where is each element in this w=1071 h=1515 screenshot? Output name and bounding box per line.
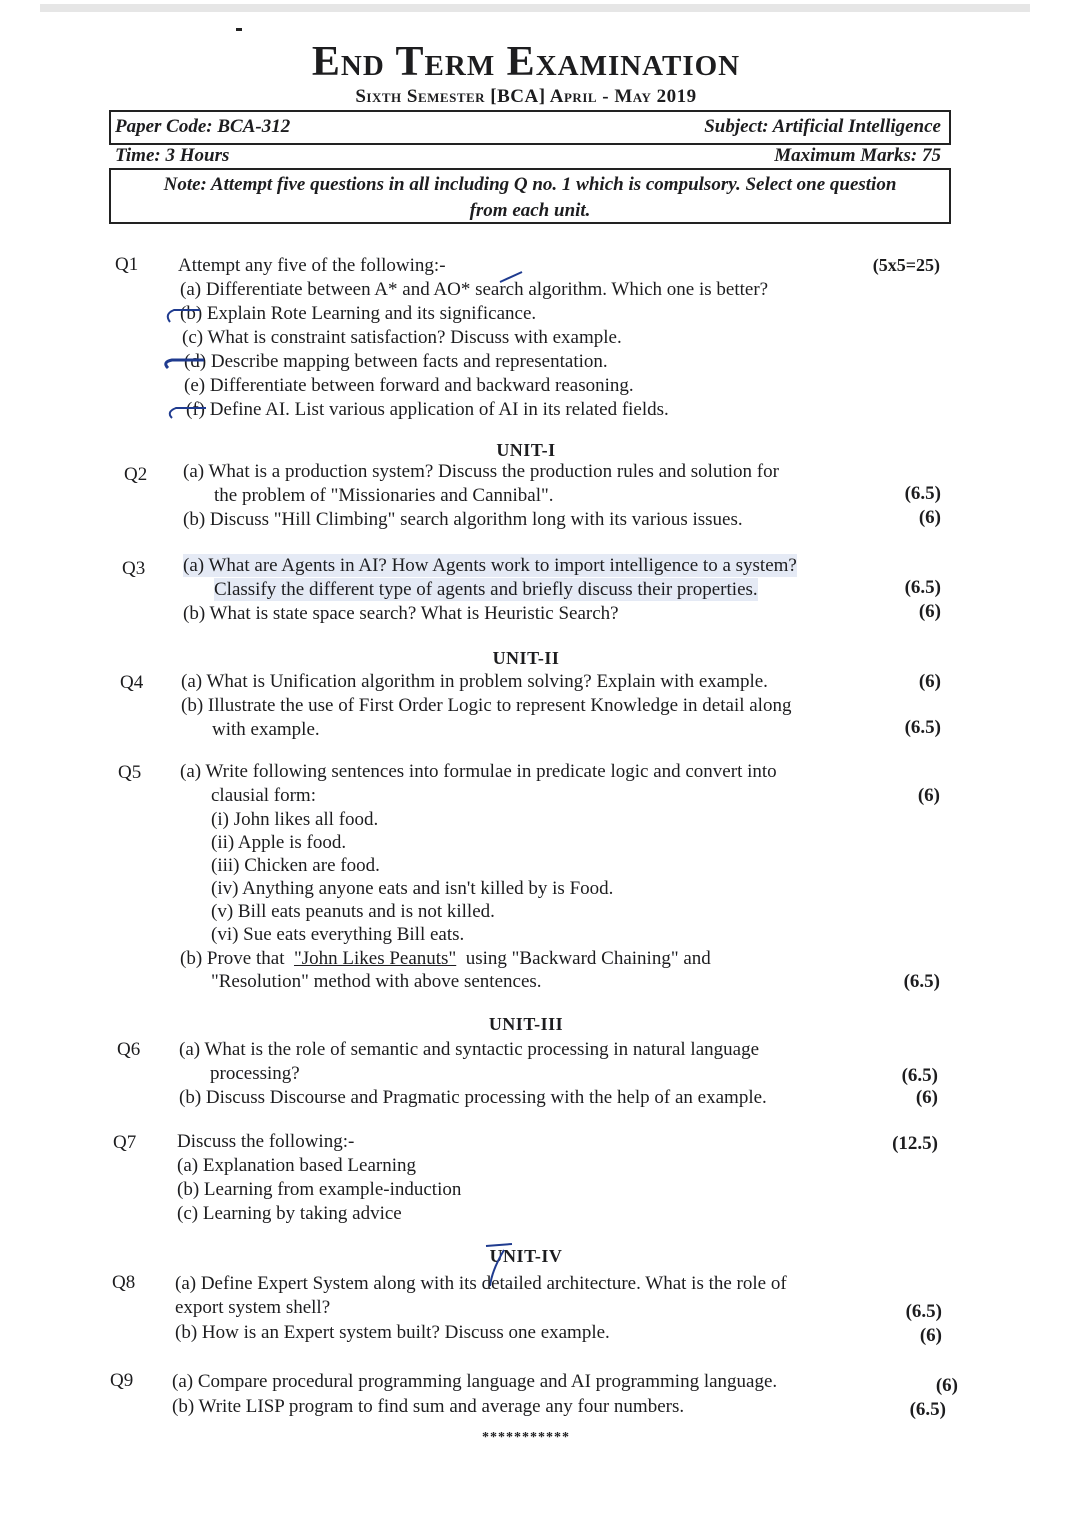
q3-a: (a) What are Agents in AI? How Agents work to import intelligence to a system? (183, 555, 797, 576)
question-4 (181, 670, 941, 742)
question-5 (180, 760, 940, 995)
q4-b-marks: (6.5) (904, 717, 941, 738)
unit-heading: UNIT-I (496, 440, 556, 460)
end-marker: *********** (482, 1430, 570, 1445)
q3-a-cont: Classify the different type of agents and briefly discuss their properties. (214, 579, 758, 600)
unit-heading: UNIT-III (488, 1014, 564, 1034)
q2-b-marks: (6) (918, 507, 941, 528)
q9-a: (a) Compare procedural programming language and AI programming language. (172, 1371, 778, 1392)
question-8 (175, 1272, 942, 1347)
time: Time: 3 Hours (115, 145, 230, 166)
q6-a: (a) What is the role of semantic and syntactic processing in natural language (179, 1039, 760, 1060)
q5-sentence: (ii) Apple is food. (211, 832, 347, 853)
question-number: Q2 (124, 464, 148, 485)
q7-item: (c) Learning by taking advice (177, 1203, 402, 1224)
q5-a: (a) Write following sentences into formulae in predicate logic and convert into (180, 761, 777, 782)
note-box (109, 168, 951, 224)
max-marks: Maximum Marks: 75 (774, 145, 941, 166)
question-number: Q3 (122, 558, 146, 579)
question-6 (179, 1038, 938, 1112)
q8-a: (a) Define Expert System along with its detailed architecture. What is the role of (175, 1273, 787, 1294)
scan-mark (236, 28, 242, 31)
q3-a-marks: (6.5) (904, 577, 941, 598)
q1-item: (a) Differentiate between A* and AO* search algorithm. Which one is better? (180, 279, 769, 300)
question-2 (183, 460, 941, 535)
q5-b-cont: "Resolution" method with above sentences. (211, 971, 542, 992)
question-number: Q7 (113, 1132, 137, 1153)
q1-item: (e) Differentiate between forward and backward reasoning. (184, 375, 634, 396)
unit-heading: UNIT-IV (489, 1246, 563, 1266)
q8-a-cont: export system shell? (175, 1297, 331, 1318)
q1-item: (f) Define AI. List various application of AI in its related fields. (186, 399, 669, 420)
q5-b-prefix: (b) Prove that (180, 948, 285, 969)
q5-a-cont: clausial form: (211, 785, 316, 806)
time-marks-row (115, 145, 941, 169)
question-number: Q8 (112, 1272, 136, 1293)
paper-code: Paper Code: BCA-312 (115, 116, 291, 137)
q1-intro: Attempt any five of the following:- (178, 255, 446, 276)
subject: Subject: Artificial Intelligence (704, 116, 941, 137)
q1-item: (b) Explain Rote Learning and its significance. (180, 303, 537, 324)
question-3 (183, 554, 941, 629)
question-number: Q6 (117, 1039, 141, 1060)
q5-b-marks: (6.5) (903, 971, 940, 992)
q7-marks: (12.5) (892, 1133, 938, 1154)
q5-sentence: (vi) Sue eats everything Bill eats. (211, 924, 465, 945)
question-number: Q9 (110, 1370, 134, 1391)
q2-a-cont: the problem of "Missionaries and Cannibal". (214, 485, 554, 506)
q3-b: (b) What is state space search? What is Heuristic Search? (183, 603, 619, 624)
question-number: Q4 (120, 672, 144, 693)
q3-b-marks: (6) (918, 601, 941, 622)
question-number: Q5 (118, 762, 142, 783)
q4-b-cont: with example. (212, 719, 320, 740)
q5-sentence: (iv) Anything anyone eats and isn't killed by is Food. (211, 878, 614, 899)
q1-marks: (5x5=25) (872, 255, 940, 275)
q2-a: (a) What is a production system? Discuss the production rules and solution for (183, 461, 779, 482)
q8-b: (b) How is an Expert system built? Discuss one example. (175, 1322, 610, 1343)
q6-b-marks: (6) (915, 1087, 938, 1108)
paper-info-box (109, 110, 951, 145)
unit-heading: UNIT-II (492, 648, 560, 668)
q6-a-cont: processing? (210, 1063, 300, 1084)
q5-sentence: (v) Bill eats peanuts and is not killed. (211, 901, 495, 922)
q4-b: (b) Illustrate the use of First Order Logic to represent Knowledge in detail along (181, 695, 792, 716)
q9-b: (b) Write LISP program to find sum and average any four numbers. (172, 1396, 685, 1417)
q7-item: (b) Learning from example-induction (177, 1179, 462, 1200)
note-text: Note: Attempt five questions in all including Q no. 1 which is compulsory. Select one question from each unit. (163, 174, 897, 221)
q2-a-marks: (6.5) (904, 483, 941, 504)
q9-a-marks: (6) (935, 1375, 958, 1396)
q1-item: (d) Describe mapping between facts and representation. (184, 351, 608, 372)
q5-a-marks: (6) (917, 785, 940, 806)
question-1 (178, 254, 940, 424)
q4-a: (a) What is Unification algorithm in problem solving? Explain with example. (181, 671, 768, 692)
q5-sentence: (iii) Chicken are food. (211, 855, 380, 876)
question-number: Q1 (115, 254, 139, 275)
q9-b-marks: (6.5) (909, 1399, 946, 1420)
semester-line: Sixth Semester [BCA] April - May 2019 (355, 86, 697, 107)
q8-a-marks: (6.5) (905, 1301, 942, 1322)
q8-b-marks: (6) (919, 1325, 942, 1346)
q6-b: (b) Discuss Discourse and Pragmatic processing with the help of an example. (179, 1087, 767, 1108)
scan-edge (40, 4, 1030, 12)
q7-item: (a) Explanation based Learning (177, 1155, 416, 1176)
q2-b: (b) Discuss "Hill Climbing" search algorithm long with its various issues. (183, 509, 743, 530)
question-9 (172, 1370, 958, 1422)
q5-sentence: (i) John likes all food. (211, 809, 379, 830)
q5-b-mid: using "Backward Chaining" and (465, 948, 711, 969)
exam-title: End Term Examination (311, 39, 741, 85)
q5-b-quote: "John Likes Peanuts" (293, 948, 457, 969)
q5-b (180, 947, 711, 970)
q6-a-marks: (6.5) (901, 1065, 938, 1086)
q4-a-marks: (6) (918, 671, 941, 692)
question-7 (177, 1130, 938, 1226)
q1-item: (c) What is constraint satisfaction? Discuss with example. (182, 327, 622, 348)
q7-intro: Discuss the following:- (177, 1131, 355, 1152)
